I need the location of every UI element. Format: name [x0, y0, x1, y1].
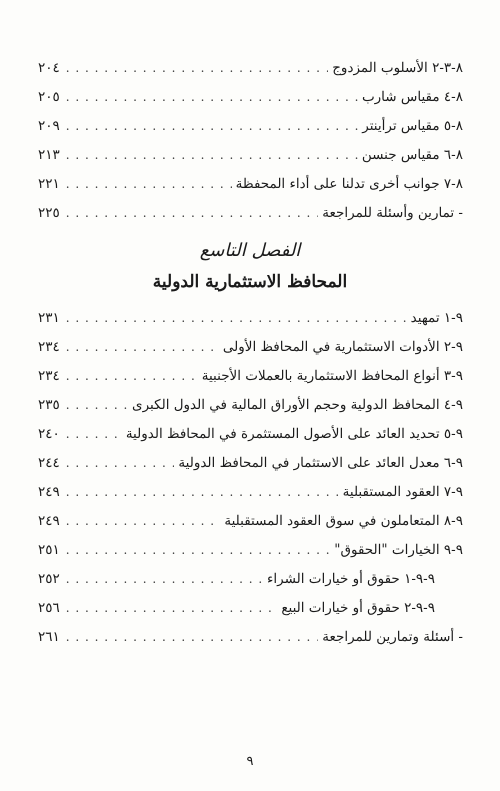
toc-leader-dots [66, 148, 358, 162]
toc-leader-dots [66, 119, 359, 133]
chapter-title: المحافظ الاستثمارية الدولية [152, 272, 348, 292]
toc-entry-title: ٩-٢ الأدوات الاستثمارية في المحافظ الأولى [222, 339, 463, 355]
toc-entry [38, 176, 463, 198]
toc-entry-page: ٢٣٤ [38, 368, 60, 384]
toc-entry [38, 426, 463, 448]
toc-entry-title: ٩-٩-١ حقوق أو خيارات الشراء [267, 571, 435, 587]
toc-entry-page: ٢٥١ [38, 542, 60, 558]
toc-entry [38, 310, 463, 332]
toc-leader-dots [66, 601, 278, 615]
toc-leader-dots [66, 90, 358, 104]
toc-entry [38, 484, 463, 506]
toc-leader-dots [66, 177, 232, 191]
toc-leader-dots [66, 485, 339, 499]
toc-entry-page: ٢٤٩ [38, 484, 60, 500]
toc-entry-title: ٩-٦ معدل العائد على الاستثمار في المحافظ الدولية [178, 455, 463, 471]
toc-entry-page: ٢٣٤ [38, 339, 60, 355]
toc-leader-dots [66, 206, 319, 220]
toc-entry-page: ٢٣٥ [38, 397, 60, 413]
toc-entry [38, 397, 463, 419]
toc-entry [38, 513, 463, 535]
toc-entry [38, 89, 463, 111]
toc-entry-page: ٢٠٩ [38, 118, 60, 134]
toc-entry [38, 147, 463, 169]
toc-entry-title: ٨-٦ مقياس جنسن [361, 147, 463, 163]
toc-entry [38, 339, 463, 361]
toc-entry-page: ٢٦١ [38, 629, 60, 645]
toc-entry-page: ٢٢٥ [38, 205, 60, 221]
toc-entry-page: ٢٥٦ [38, 600, 60, 616]
toc-entry-page: ٢٥٢ [38, 571, 60, 587]
toc-entry-title: ٩-٨ المتعاملون في سوق العقود المستقبلية [224, 513, 463, 529]
toc-entry-page: ٢٢١ [38, 176, 60, 192]
toc-entry-page: ٢٠٤ [38, 60, 60, 76]
toc-subentry [38, 571, 463, 593]
toc-entry [38, 455, 463, 477]
toc-entry-title: - أسئلة وتمارين للمراجعة [322, 629, 463, 645]
toc-leader-dots [66, 456, 175, 470]
toc-leader-dots [66, 398, 128, 412]
toc-entry-title: ٩-١ تمهيد [410, 310, 463, 326]
toc-entry-page: ٢٤٤ [38, 455, 60, 471]
toc-entry [38, 368, 463, 390]
toc-entry-title: ٩-٧ العقود المستقبلية [342, 484, 463, 500]
toc-subentry [38, 600, 463, 622]
toc-leader-dots [66, 61, 328, 75]
toc-entry-title: ٨-٧ جوانب أخرى تدلنا على أداء المحفظة [235, 176, 463, 192]
toc-entry [38, 542, 463, 564]
toc-leader-dots [66, 572, 263, 586]
page-number: ٩ [246, 754, 254, 769]
toc-leader-dots [66, 369, 198, 383]
toc-entry-page: ٢٤٩ [38, 513, 60, 529]
toc-entry [38, 205, 463, 227]
toc-entry [38, 118, 463, 140]
toc-entry-title: ٩-٩-٢ حقوق أو خيارات البيع [281, 600, 435, 616]
toc-entry-page: ٢٤٠ [38, 426, 60, 442]
toc-leader-dots [66, 514, 221, 528]
toc-entry [38, 60, 463, 82]
toc-leader-dots [66, 543, 331, 557]
toc-leader-dots [66, 630, 319, 644]
toc-entry-title: ٨-٥ مقياس ترأينتر [362, 118, 463, 134]
toc-leader-dots [66, 311, 407, 325]
toc-entry-title: ٩-٣ أنواع المحافظ الاستثمارية بالعملات الأجنبية [201, 368, 463, 384]
toc-entry-page: ٢١٣ [38, 147, 60, 163]
toc-leader-dots [66, 340, 219, 354]
toc-entry-title: ٩-٥ تحديد العائد على الأصول المستثمرة في المحافظ الدولية [125, 426, 463, 442]
toc-entry-title: ٩-٤ المحافظ الدولية وحجم الأوراق المالية في الدول الكبرى [132, 397, 463, 413]
toc-leader-dots [66, 427, 122, 441]
toc-entry-title: ٨-٣-٢ الأسلوب المزدوج [332, 60, 463, 76]
toc-entry-title: - تمارين وأسئلة للمراجعة [322, 205, 463, 221]
toc-entry-title: ٨-٤ مقياس شارب [361, 89, 463, 105]
toc-entry [38, 629, 463, 651]
toc-entry-page: ٢٣١ [38, 310, 60, 326]
toc-entry-title: ٩-٩ الخيارات "الحقوق" [334, 542, 463, 558]
toc-entry-page: ٢٠٥ [38, 89, 60, 105]
chapter-label: الفصل التاسع [199, 240, 301, 261]
